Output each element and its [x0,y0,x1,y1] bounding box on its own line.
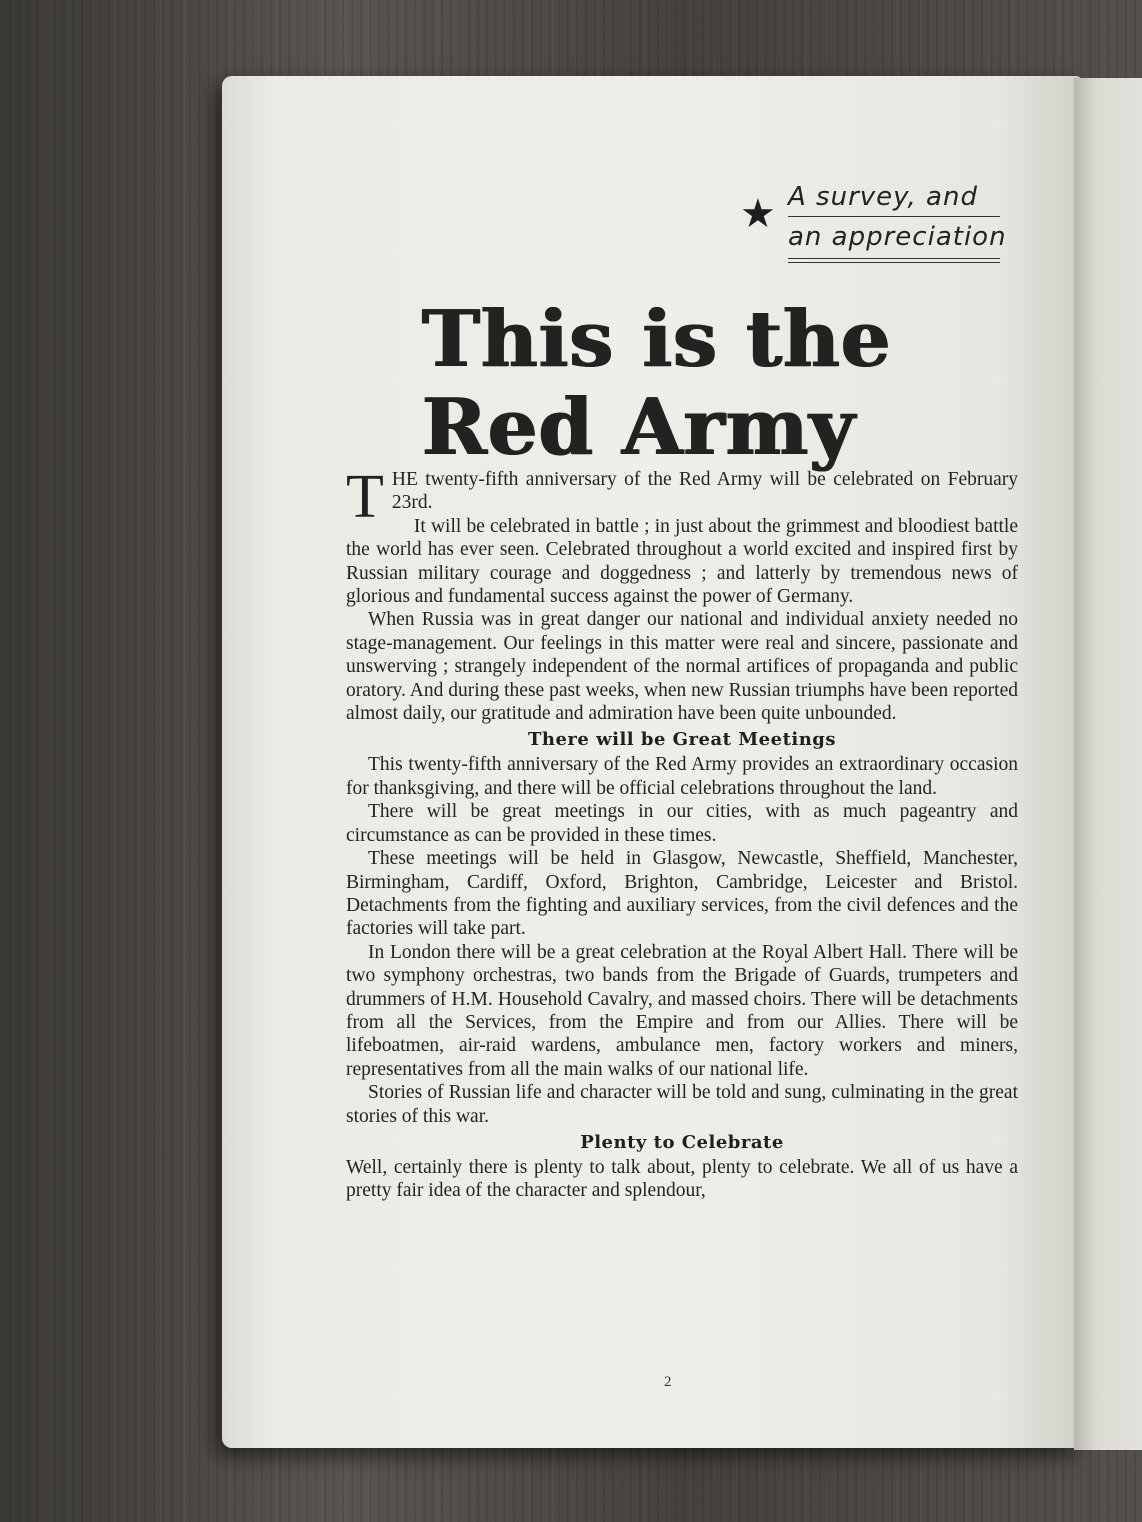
paragraph [346,463,1018,531]
paragraph: Stories of Russian life and character will be told and sung, culminating in the great stories of this war. [346,1082,1018,1127]
page-title [422,296,982,472]
paragraph: These meetings will be held in Glasgow, Newcastle, Sheffield, Manchester, Birmingham, Cardiff, Oxford, Brighton, Cambridge, Leicester and Bristol. Detachments from the fighting and auxiliary services, from the civil defences and the factories will take part. [346,848,1018,940]
section-heading: There will be Great Meetings [527,729,837,751]
paragraph: When Russia was in great danger our national and individual anxiety needed no stage-management. Our feelings in this matter were real and sincere, passionate and unswerving ; strangely independent of the normal artifices of propaganda and public oratory. And during these past weeks, when new Russian triumphs have been reported almost daily, our gratitude and admiration have been quite unbounded. [346,609,1018,725]
paragraph-text: HE twenty-fifth anniversary of the Red Army will be celebrated on February 23rd. [391,469,1018,514]
tagline-rule [788,258,1000,259]
title-line-1: This is the [422,294,892,385]
paragraph: In London there will be a great celebration at the Royal Albert Hall. There will be two symphony orchestras, two bands from the Brigade of Guards, trumpeters and drummers of H.M. Household Cavalry, and massed choirs. There will be detachments from all the Services, from the Empire and from our Allies. There will be lifeboatmen, air-raid wardens, ambulance men, factory workers and miners, representatives from all the main walks of our national life. [346,941,1018,1080]
tagline-line-2: an appreciation [788,222,1007,252]
paragraph: Well, certainly there is plenty to talk about, plenty to celebrate. We all of us have a pretty fair idea of the character and splendour, [346,1156,1018,1202]
paragraph: This twenty-fifth anniversary of the Red Army provides an extraordinary occasion for thanksgiving, and there will be official celebrations throughout the land. [346,754,1018,799]
paragraph: There will be great meetings in our cities, with as much pageantry and circumstance as can be provided in these times. [346,801,1018,846]
page-number: 2 [664,1374,672,1390]
section-heading: Plenty to Celebrate [580,1131,784,1153]
article-body [346,463,1018,1203]
tagline [740,180,1007,264]
facing-page-edge [1074,78,1142,1450]
drop-cap: T [346,463,384,531]
tagline-line-1: A survey, and [788,182,978,212]
title-line-2: Red Army [422,382,856,473]
tagline-rule [788,262,1000,263]
paragraph: It will be celebrated in battle ; in just about the grimmest and bloodiest battle the world has ever seen. Celebrated throughout a world excited and inspired first by Russian military courage and doggedness ; and latterly by tremendous news of glorious and fundamental success against the power of Germany. [346,515,1018,608]
star-icon: ★ [740,191,776,237]
tagline-rule [788,216,1000,217]
